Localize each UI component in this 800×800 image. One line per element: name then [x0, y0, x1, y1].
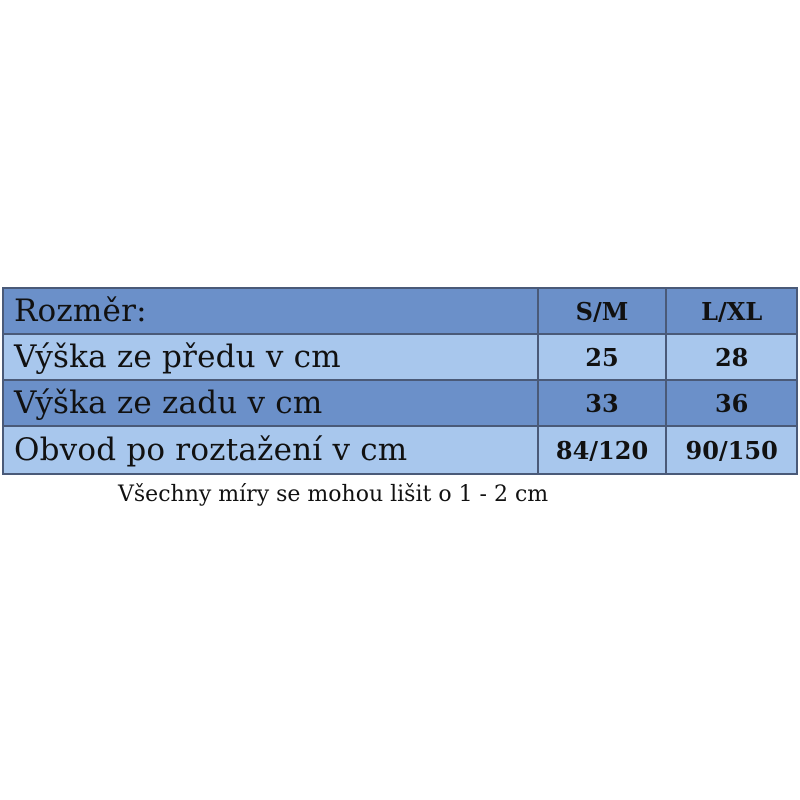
table-row	[3, 334, 797, 380]
header-label-cell: Rozměr:	[3, 288, 538, 334]
value-back-height-lxl: 36	[666, 380, 797, 426]
header-size-lxl: L/XL	[666, 288, 797, 334]
value-front-height-sm: 25	[538, 334, 667, 380]
size-table	[2, 287, 798, 475]
header-row	[3, 288, 797, 334]
header-size-sm: S/M	[538, 288, 667, 334]
table-row	[3, 380, 797, 426]
value-circumference-lxl: 90/150	[666, 426, 797, 474]
value-circumference-sm: 84/120	[538, 426, 667, 474]
value-back-height-sm: 33	[538, 380, 667, 426]
row-label-circumference: Obvod po roztažení v cm	[3, 426, 538, 474]
measurement-note: Všechny míry se mohou lišit o 1 - 2 cm	[118, 482, 549, 507]
table-row	[3, 426, 797, 474]
value-front-height-lxl: 28	[666, 334, 797, 380]
row-label-front-height: Výška ze předu v cm	[3, 334, 538, 380]
row-label-back-height: Výška ze zadu v cm	[3, 380, 538, 426]
